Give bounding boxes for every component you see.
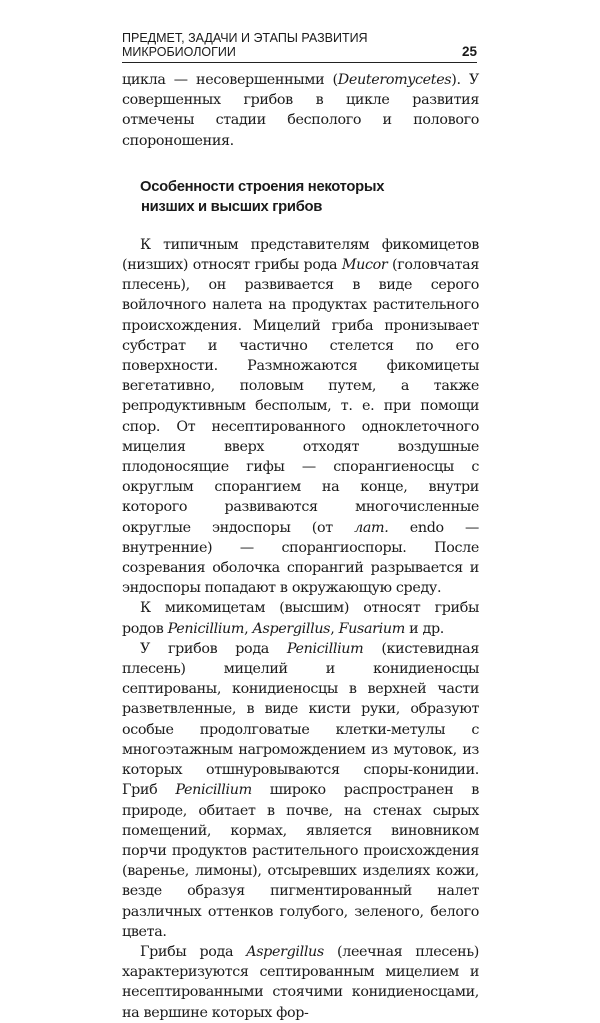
paragraph-penicillium: У грибов рода Penicillium (кистевидная плесень) мицелий и конидиеносцы септированы, конидиеносцы в верхней части разветвленные, в виде кисти руки, образуют особые продолговатые клетки-метулы с многоэтажным нагромождением из мутовок, из которых отшнуровываются споры-конидии. Гриб Penicillium широко распространен в природе, обитает в почве, на стенах сырых помещений, кормах, является виновником порчи продуктов растительного происхождения (варенье, лимоны), отсыревших изделиях кожи, везде образуя пигментированный налет различных оттенков голубого, зеленого, белого цвета. [122, 640, 479, 940]
section-heading: Особенности строения некоторых низших и высших грибов [140, 178, 385, 215]
body-text [122, 70, 479, 1023]
paragraph-aspergillus: Грибы рода Aspergillus (леечная плесень) характеризуются септированным мицелием и несептированными стоячими конидиеносцами, на вершине которых фор- [122, 943, 479, 1021]
page-number: 25 [461, 44, 477, 59]
running-head [122, 31, 477, 59]
intro-paragraph: цикла — несовершенными (Deuteromycetes). У совершенных грибов в цикле развития отмечены стадии бесполого и полового спороношения. [122, 72, 479, 149]
header-rule [122, 62, 477, 63]
paragraph-mycomycetes: К микомицетам (высшим) относят грибы родов Penicillium, Aspergillus, Fusarium и др. [122, 600, 479, 637]
running-head-title: ПРЕДМЕТ, ЗАДАЧИ И ЭТАПЫ РАЗВИТИЯ МИКРОБИОЛОГИИ [122, 31, 368, 59]
paragraph-mucor: К типичным представителям фикомицетов (низших) относят грибы рода Mucor (головчатая плесень), он развивается в виде серого войлочного налета на продуктах растительного происхождения. Мицелий гриба пронизывает субстрат и частично стелется по его поверхности. Размножаются фикомицеты вегетативно, половым путем, а также репродуктивным бесполым, т. е. при помощи спор. От несептированного одноклеточного мицелия вверх отходят воздушные плодоносящие гифы — спорангиеносцы с округлым спорангием на конце, внутри которого развиваются многочисленные округлые эндоспоры (от лат. endo — внутренние) — спорангиоспоры. После созревания оболочка спорангий разрывается и эндоспоры попадают в окружающую среду. [122, 236, 480, 597]
